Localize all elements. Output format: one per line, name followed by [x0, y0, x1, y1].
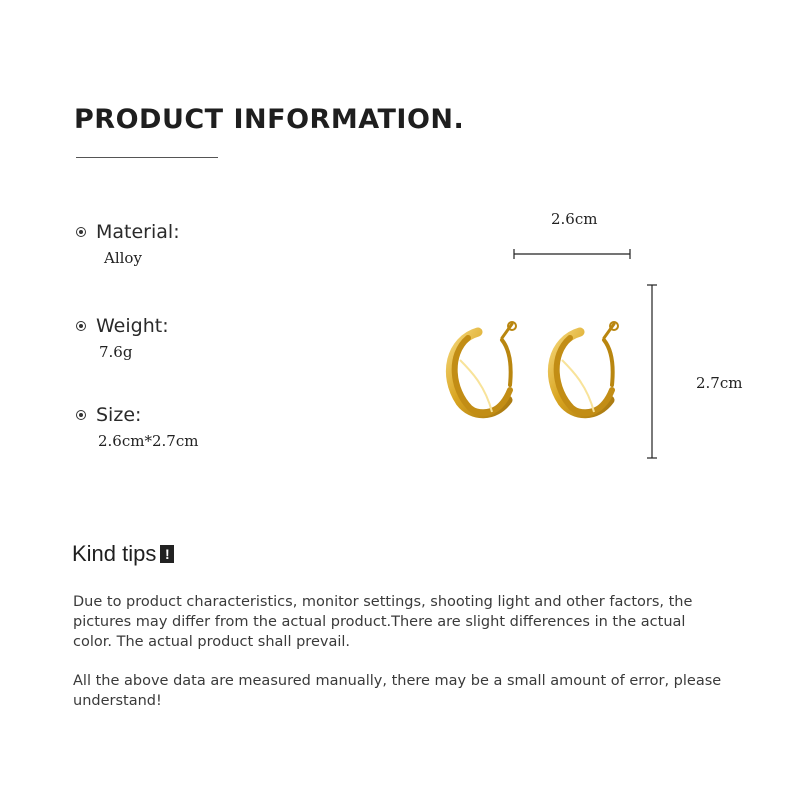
width-dimension-label: 2.6cm — [551, 210, 598, 228]
kind-tips-heading — [72, 541, 174, 567]
earrings-image — [430, 310, 630, 425]
left-earring — [450, 322, 516, 414]
spec-value: 2.6cm*2.7cm — [98, 432, 199, 450]
title-divider — [76, 157, 218, 158]
page-title: PRODUCT INFORMATION. — [74, 104, 465, 135]
kind-tips-title: Kind tips — [72, 541, 157, 566]
spec-value: Alloy — [104, 249, 142, 267]
spec-weight — [76, 315, 169, 361]
spec-label: Weight: — [96, 315, 169, 337]
spec-label: Material: — [96, 221, 180, 243]
spec-material — [76, 221, 180, 267]
bullet-icon — [76, 321, 86, 331]
right-earring — [552, 322, 618, 414]
bullet-icon — [76, 227, 86, 237]
bullet-icon — [76, 410, 86, 420]
height-dimension-label: 2.7cm — [696, 374, 743, 392]
width-dimension-line — [510, 246, 634, 262]
height-dimension-line — [644, 282, 660, 462]
spec-size — [76, 404, 198, 450]
tips-paragraph-1: Due to product characteristics, monitor settings, shooting light and other factors, the pictures may differ from the actual product.There are slight differences in the actual color. The actual product shall prevail. — [73, 594, 693, 650]
spec-label: Size: — [96, 404, 142, 426]
exclamation-icon: ! — [160, 545, 174, 563]
spec-value: 7.6g — [99, 343, 133, 361]
tips-paragraph-2: All the above data are measured manually, there may be a small amount of error, please understand! — [73, 673, 722, 709]
